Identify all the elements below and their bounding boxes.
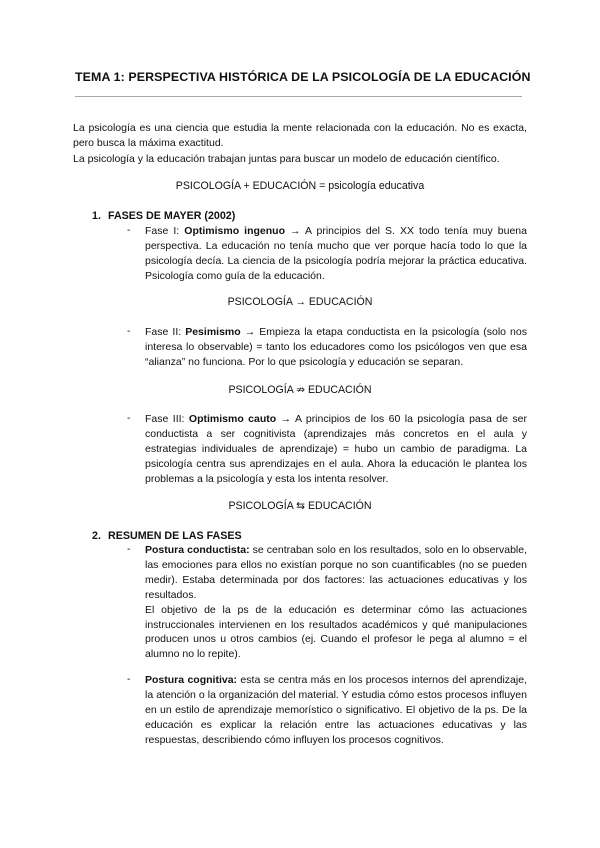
phase-2-diagram: PSICOLOGÍA ⇏ EDUCACIÓN: [228, 384, 372, 396]
formula-line: PSICOLOGÍA + EDUCACIÓN = psicología educativa: [175, 180, 425, 192]
phase-2-prefix: Fase II:: [145, 326, 186, 338]
phase-3-prefix: Fase III:: [145, 413, 189, 425]
document-title: TEMA 1: PERSPECTIVA HISTÓRICA DE LA PSICOLOGÍA DE LA EDUCACIÓN: [75, 70, 531, 84]
phase-1-description: → A principios del S. XX todo tenía muy buena perspectiva. La educación no tenía mucho que ver porque hacía todo lo que la psicología decía. La ciencia de la psicología podría mejorar la práctica educativa. Psicología como guía de la educación.: [145, 225, 527, 282]
phase-3-diagram: PSICOLOGÍA ⇆ EDUCACIÓN: [228, 500, 372, 512]
phase-3-name: Optimismo cauto: [188, 413, 277, 425]
conductista-paragraph-2: El objetivo de la ps de la educación es determinar cómo las actuaciones instruccionales intervienen en los resultados académicos y qué manipulaciones producen unos u otros cambios (ej. Cuando el profesor le pega al alumno = el alumno no lo repite).: [145, 603, 527, 661]
section-2-title: RESUMEN DE LAS FASES: [108, 530, 242, 542]
phase-3-item: [127, 412, 527, 487]
phase-1-diagram: PSICOLOGÍA → EDUCACIÓN: [227, 296, 373, 308]
conductista-paragraph-1: [145, 543, 527, 603]
phase-1-name: Optimismo ingenuo: [184, 225, 285, 237]
phase-3-description: → A principios de los 60 la psicología pasa de ser conductista a ser cognitivista (aprendizajes más concretos en el aula y estrategias individuales de aprendizaje) = hubo un cambio de paradigma. La psicología centra sus aprendizajes en el aula. Ahora la educación le plantea los problemas a la psicología y esta los intenta resolver.: [145, 413, 527, 485]
conductista-label: Postura conductista:: [145, 544, 250, 556]
section-1-title: FASES DE MAYER (2002): [108, 210, 236, 222]
title-divider: [75, 96, 522, 97]
intro-paragraphs: [73, 121, 527, 167]
section-2-number: 2.: [92, 530, 101, 542]
cognitiva-label: Postura cognitiva:: [145, 674, 238, 686]
bullet-dash: -: [127, 412, 131, 424]
phase-1-prefix: Fase I:: [145, 225, 185, 237]
phase-2-item: [127, 325, 527, 370]
phase-1-item: [127, 224, 527, 284]
summary-item-conductista: [127, 543, 527, 662]
phase-2-description: → Empieza la etapa conductista en la psicología (solo nos interesa lo observable) = tanto los educadores como los psicólogos ven que esa “alianza” no funciona. Por lo que psicología y educación se separan.: [145, 326, 527, 368]
section-2-heading: [92, 530, 242, 542]
bullet-dash: -: [127, 224, 131, 236]
bullet-dash: -: [127, 543, 131, 555]
cognitiva-description: esta se centra más en los procesos internos del aprendizaje, la atención o la organización del material. Y estudia cómo estos procesos influyen en un estilo de aprendizaje memorístico o significativo. El objetivo de la ps. De la educación es explicar la relación entre las actuaciones educativas y las respuestas, describiendo cómo influyen los procesos cognitivos.: [145, 674, 527, 746]
summary-item-cognitiva: [127, 673, 527, 748]
intro-paragraph-1: La psicología es una ciencia que estudia la mente relacionada con la educación. No es exacta, pero busca la máxima exactitud.: [73, 122, 527, 150]
section-1-heading: [92, 210, 235, 222]
phase-2-name: Pesimismo: [185, 326, 241, 338]
bullet-dash: -: [127, 325, 131, 337]
conductista-description: se centraban solo en los resultados, solo en lo observable, las emociones para ellos no existían porque no son cuantificables (no se pueden medir). Estaba determinada por dos factores: las actuaciones educativas y los resultados.: [145, 544, 527, 601]
bullet-dash: -: [127, 673, 131, 685]
intro-paragraph-2: La psicología y la educación trabajan juntas para buscar un modelo de educación científico.: [73, 152, 500, 165]
section-1-number: 1.: [92, 210, 101, 222]
